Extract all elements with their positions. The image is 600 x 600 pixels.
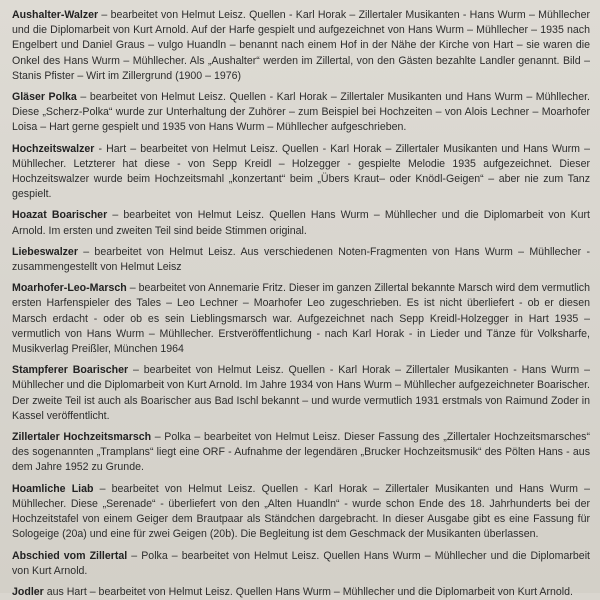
entry-body: – Polka – bearbeitet von Helmut Leisz. Quellen Hans Wurm – Mühllecher und die Diplomarbeit von Kurt Arnold. (12, 549, 590, 577)
entry-title: Aushalter-Walzer (12, 9, 99, 21)
entry-title: Moarhofer-Leo-Marsch (12, 282, 127, 295)
entry-body: – Polka – bearbeitet von Helmut Leisz. Dieser Fassung des „Zillertaler Hochzeitsmarsches“ des sogenannten „Tramplans“ liegt eine ORF - Aufnahme der legendären „Brucker Hochzeitsmusik“ des Pölten Hans - aus dem Jahre 1952 zu Grunde. (12, 431, 590, 474)
entry-body: – bearbeitet von Helmut Leisz. Quellen - Karl Horak – Zillertaler Musikanten und Hans Wurm – Mühllecher. Diese „Serenade“ - überliefert von den „Alten Huandln“ - wurde schon Ende des 18. Jahrhunderts bei der Hochzeitstafel von einem Geiger dem Brautpaar als Ständchen dargebracht. In dieser Ausgabe gibt es eine Fassung für Sologeige (20a) und eine für zwei Geigen (20b). Die Begleitung ist dem Geschmack der Musikanten überlassen. (12, 482, 590, 541)
entry-stampferer-boarischer (12, 363, 590, 424)
entry-title: Stampferer Boarischer (12, 364, 129, 377)
entry-moarhofer-leo-marsch (12, 281, 590, 357)
entry-abschied-vom-zillertal (12, 549, 590, 579)
entry-title: Hoazat Boarischer (12, 209, 108, 222)
entry-glaeser-polka (12, 90, 590, 136)
entry-hoazat-boarischer (12, 208, 590, 238)
entry-body: – bearbeitet von Helmut Leisz. Aus verschiedenen Noten-Fragmenten von Hans Wurm – Mühllecher - zusammengestellt von Helmut Leisz (12, 245, 590, 274)
entry-body: - Hart – bearbeitet von Helmut Leisz. Quellen - Karl Horak – Zillertaler Musikanten und Hans Wurm – Mühllecher. Letzterer hat diese - von Sepp Kreidl – Holzegger - gespielte Melodie 1935 aufgezeichnet. Dieser Hochzeitswalzer wurde beim Hochzeitsmahl „konzertant“ beim „Übers Kraut– oder Knödl-Geigen“ – aber nie zum Tanz gespielt. (12, 142, 590, 201)
entry-hochzeitswalzer (12, 142, 590, 203)
entry-body: – bearbeitet von Helmut Leisz. Quellen Hans Wurm – Mühllecher und die Diplomarbeit von Kurt Arnold. Im ersten und zweiten Teil sind beide Stimmen original. (12, 209, 590, 237)
entry-body: – bearbeitet von Helmut Leisz. Quellen - Karl Horak – Zillertaler Musikanten - Hans Wurm – Mühllecher und die Diplomarbeit von Kurt Arnold. Im Jahre 1934 von Hans Wurm – Mühllecher aufgezeichneter Boarischer. Der zweite Teil ist auch als Boarischer aus Bad Ischl bekannt – und wurde vermutlich 1931 erstmals von Raimund Zoder in Kassel veröffentlicht. (12, 364, 590, 422)
entry-liebeswalzer (12, 245, 590, 275)
entry-body: – bearbeitet von Helmut Leisz. Quellen - Karl Horak – Zillertaler Musikanten - Hans Wurm – Mühllecher und die Diplomarbeit von Kurt Arnold. Auf der Harfe gespielt und aufgezeichnet von Hans Wurm – Mühllecher – 1935 nach Engelbert und Daniel Graus – vulgo Huandln – benannt nach einem Hof in der Nähe der Kirche von Hart – sie waren die Onkel des Hans Wurm – Mühllecher. Als „Aushalter“ werden im Zillertal, von den Gästen bezahlte Landler genannt. Bild – Stanis Pfister – Wirt im Zillergrund (1900 – 1976) (12, 9, 590, 82)
entry-body: aus Hart – bearbeitet von Helmut Leisz. Quellen Hans Wurm – Mühllecher und die Diplomarbeit von Kurt Arnold. (43, 585, 573, 598)
entry-title: Hochzeitswalzer (12, 142, 95, 155)
entry-hoamliche-liab (12, 482, 590, 543)
entry-title: Abschied vom Zillertal (12, 549, 128, 562)
entry-body: – bearbeitet von Helmut Leisz. Quellen - Karl Horak – Zillertaler Musikanten und Hans Wurm – Mühllecher. Diese „Scherz-Polka“ wurde zur Unterhaltung der Zuhörer – zum Beispiel bei Hochzeiten – von Alois Lechner – Moarhofer Loisa – Hart gerne gespielt und 1935 von Hans Wurm – Mühllecher aufgeschrieben. (12, 91, 590, 134)
entry-title: Hoamliche Liab (12, 482, 94, 495)
entry-body: – bearbeitet von Annemarie Fritz. Dieser im ganzen Zillertal bekannte Marsch wird dem vermutlich ersten Harfenspieler des Tales – Leo Lechner – Moarhofer Leo zugeschrieben. Es ist nicht überliefert - ob er diesen Marsch erdacht - oder ob es sein Lieblingsmarsch war. Aufgezeichnet nach Sepp Kreidl-Holzegger in Hart 1935 – vermutlich von Hans Wurm – Mühllecher. Erstveröffentlichung - nach Karl Horak - in Lieder und Tänze für Volksharfe, Musikverlag Preißler, München 1964 (12, 282, 590, 356)
entry-aushalter-walzer (12, 8, 590, 84)
entry-title: Zillertaler Hochzeitsmarsch (12, 431, 152, 444)
entry-title: Gläser Polka (12, 91, 77, 104)
entry-zillertaler-hochzeitsmarsch (12, 430, 590, 476)
entry-title: Jodler (12, 585, 44, 598)
entry-title: Liebeswalzer (12, 245, 78, 258)
entry-jodler (12, 585, 590, 600)
